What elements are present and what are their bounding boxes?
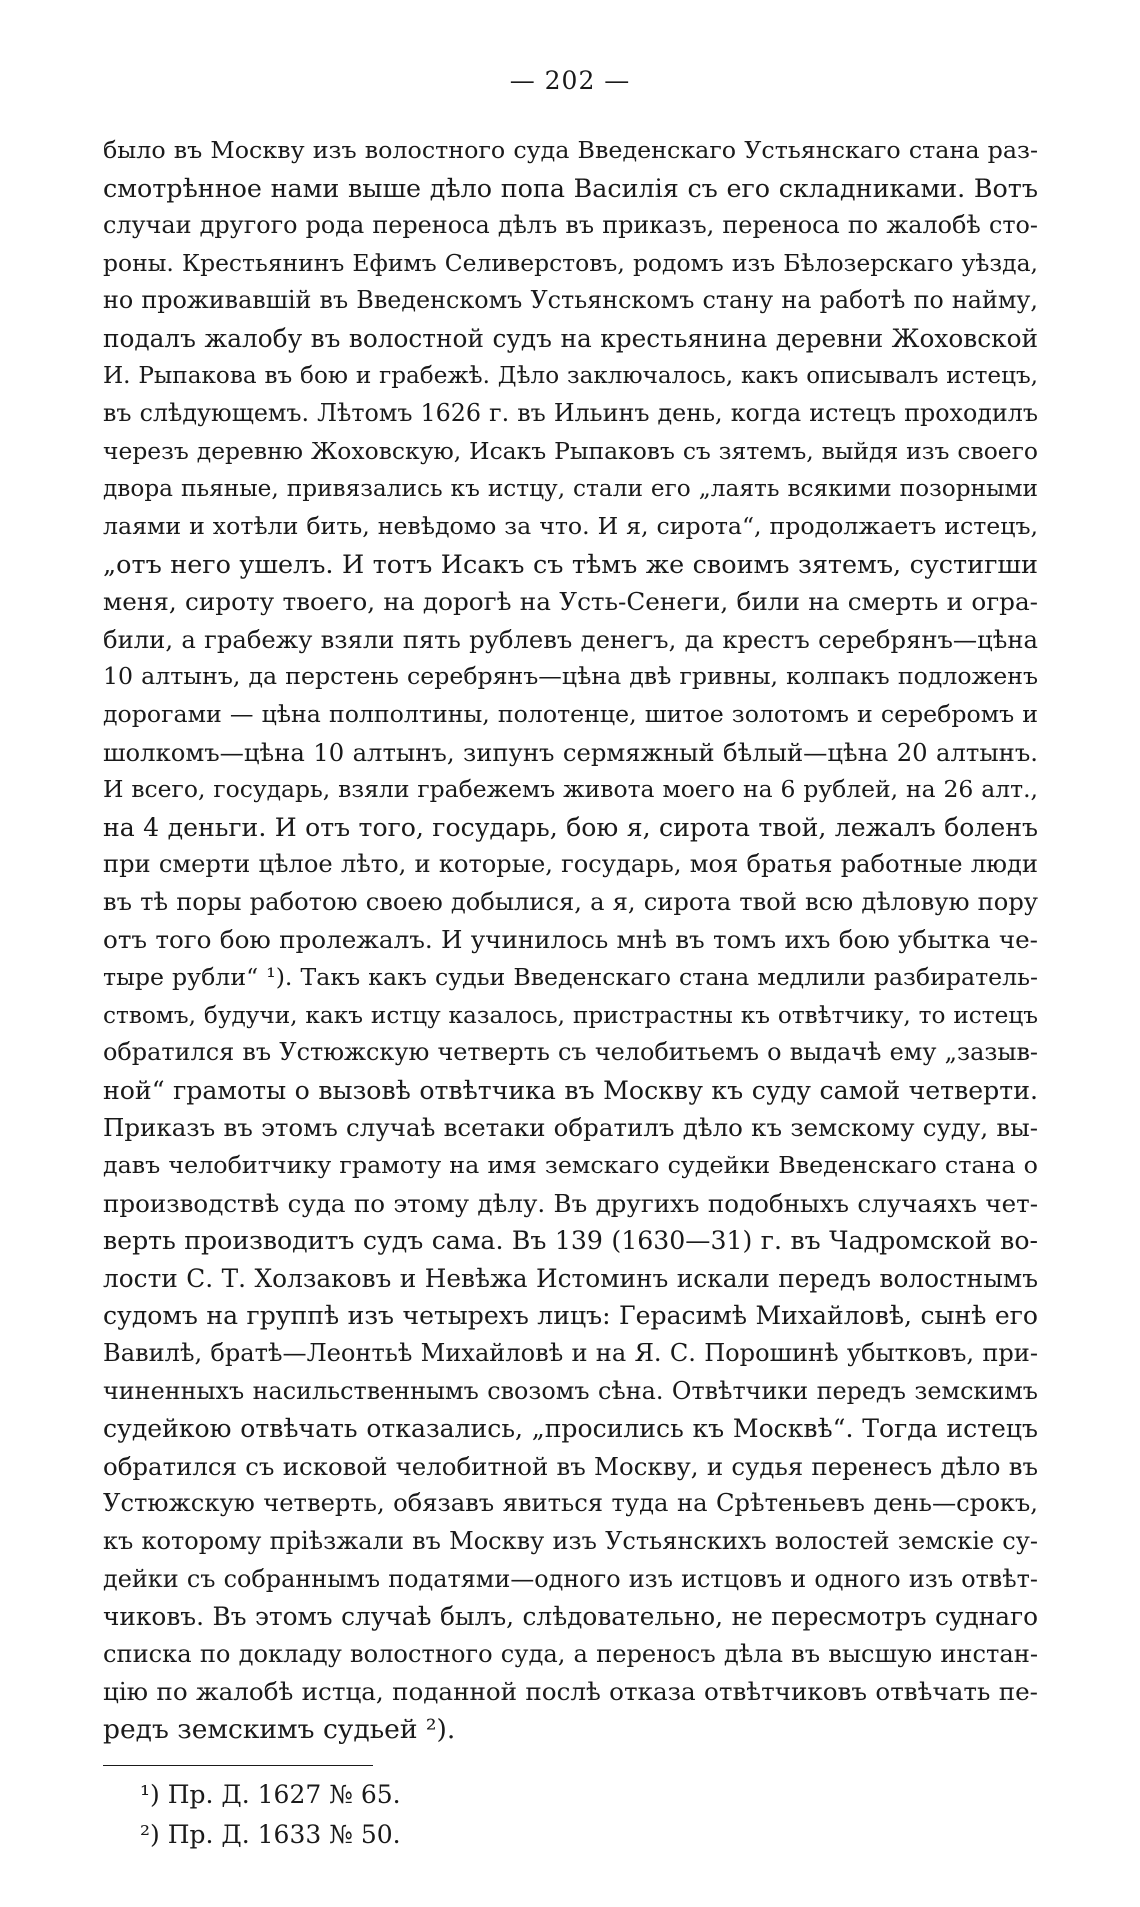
text-line: Приказъ въ этомъ случаѣ всетаки обратилъ дѣло къ земскому суду, вы- bbox=[103, 1113, 1038, 1143]
text-line: судейкою отвѣчать отказались, „просились къ Москвѣ“. Тогда истецъ bbox=[103, 1414, 1038, 1444]
text-line: верть производитъ судъ сама. Въ 139 (1630—31) г. въ Чадромской во- bbox=[103, 1226, 1038, 1256]
text-line: обратился въ Устюжскую четверть съ челобитьемъ о выдачѣ ему „зазыв- bbox=[103, 1038, 1038, 1067]
text-line: роны. Крестьянинъ Ефимъ Селиверстовъ, родомъ изъ Бѣлозерскаго уѣзда, bbox=[103, 248, 1038, 277]
text-line: ствомъ, будучи, какъ истцу казалось, пристрастны къ отвѣтчику, то истецъ bbox=[103, 1001, 1038, 1029]
text-line: двора пьяные, привязались къ истцу, стали его „лаять всякими позорными bbox=[103, 475, 1038, 503]
text-line: списка по докладу волостного суда, а переносъ дѣла въ высшую инстан- bbox=[103, 1639, 1038, 1668]
text-line: смотрѣнное нами выше дѣло попа Василія съ его складниками. Вотъ bbox=[103, 172, 1038, 203]
text-line: И. Рыпакова въ бою и грабежѣ. Дѣло заключалось, какъ описывалъ истецъ, bbox=[103, 362, 1038, 389]
text-line: редъ земскимъ судьей ²). bbox=[103, 1713, 456, 1745]
text-line: въ тѣ поры работою своею добылися, а я, сирота твой всю дѣловую пору bbox=[103, 887, 1038, 916]
text-line: давъ челобитчику грамоту на имя земскаго судейки Введенскаго стана о bbox=[103, 1151, 1038, 1180]
text-line: но проживавшій въ Введенскомъ Устьянскомъ стану на работѣ по найму, bbox=[103, 286, 1038, 315]
text-line: въ слѣдующемъ. Лѣтомъ 1626 г. въ Ильинъ день, когда истецъ проходилъ bbox=[103, 399, 1038, 428]
text-line: судомъ на группѣ изъ четырехъ лицъ: Герасимѣ Михайловѣ, сынѣ его bbox=[103, 1301, 1038, 1331]
text-line: дорогами — цѣна полполтины, полотенце, шитое золотомъ и серебромъ и bbox=[103, 699, 1038, 728]
text-line: били, а грабежу взяли пять рублевъ денегъ, да крестъ серебрянъ—цѣна bbox=[103, 624, 1038, 654]
footnote: ¹) Пр. Д. 1627 № 65. bbox=[140, 1780, 401, 1809]
text-line: дейки съ собраннымъ податями—одного изъ истцовъ и одного изъ отвѣт- bbox=[103, 1564, 1038, 1593]
text-line: чиненныхъ насильственнымъ свозомъ сѣна. Отвѣтчики передъ земскимъ bbox=[103, 1376, 1038, 1405]
text-line: было въ Москву изъ волостного суда Введенскаго Устьянскаго стана раз- bbox=[103, 136, 1038, 164]
text-line: при смерти цѣлое лѣто, и которые, государь, моя братья работные люди bbox=[103, 850, 1038, 879]
text-line: ной“ грамоты о вызовѣ отвѣтчика въ Москву къ суду самой четверти. bbox=[103, 1075, 1038, 1105]
text-line: производствѣ суда по этому дѣлу. Въ другихъ подобныхъ случаяхъ чет- bbox=[103, 1188, 1038, 1218]
text-line: чиковъ. Въ этомъ случаѣ былъ, слѣдовательно, не пересмотръ суднаго bbox=[103, 1602, 1038, 1632]
body-text bbox=[103, 132, 1038, 1749]
text-line: цію по жалобѣ истца, поданной послѣ отказа отвѣтчиковъ отвѣчать пе- bbox=[103, 1677, 1038, 1707]
text-line: черезъ деревню Жоховскую, Исакъ Рыпаковъ съ зятемъ, выйдя изъ своего bbox=[103, 436, 1038, 465]
footnote-divider bbox=[103, 1765, 373, 1766]
text-line: лаями и хотѣли бить, невѣдомо за что. И я, сирота“, продолжаетъ истецъ, bbox=[103, 511, 1038, 540]
text-line: И всего, государь, взяли грабежемъ живота моего на 6 рублей, на 26 алт., bbox=[103, 775, 1038, 804]
footnotes bbox=[140, 1775, 401, 1855]
text-line: 10 алтынъ, да перстень серебрянъ—цѣна двѣ гривны, колпакъ подложенъ bbox=[103, 662, 1038, 691]
text-line: шолкомъ—цѣна 10 алтынъ, зипунъ сермяжный бѣлый—цѣна 20 алтынъ. bbox=[103, 737, 1038, 767]
text-line: меня, сироту твоего, на дорогѣ на Усть-Сенеги, били на смерть и огра- bbox=[103, 587, 1038, 617]
text-line: отъ того бою пролежалъ. И учинилось мнѣ въ томъ ихъ бою убытка че- bbox=[103, 925, 1038, 955]
text-line: Устюжскую четверть, обязавъ явиться туда на Срѣтеньевъ день—срокъ, bbox=[103, 1489, 1038, 1518]
page-number: — 202 — bbox=[509, 66, 631, 95]
text-line: тыре рубли“ ¹). Такъ какъ судьи Введенскаго стана медлили разбиратель- bbox=[103, 963, 1038, 992]
text-line: на 4 деньги. И отъ того, государь, бою я, сирота твой, лежалъ боленъ bbox=[103, 812, 1038, 842]
footnote: ²) Пр. Д. 1633 № 50. bbox=[140, 1820, 401, 1849]
text-line: обратился съ исковой челобитной въ Москву, и судья перенесъ дѣло въ bbox=[103, 1451, 1038, 1481]
text-line: „отъ него ушелъ. И тотъ Исакъ съ тѣмъ же своимъ зятемъ, сустигши bbox=[103, 548, 1038, 579]
text-line: случаи другого рода переноса дѣлъ въ приказъ, переноса по жалобѣ сто- bbox=[103, 211, 1038, 240]
text-line: подалъ жалобу въ волостной судъ на крестьянина деревни Жоховской bbox=[103, 323, 1038, 353]
text-line: къ которому пріѣзжали въ Москву изъ Устьянскихъ волостей земскіе су- bbox=[103, 1526, 1038, 1555]
text-line: лости С. Т. Холзаковъ и Невѣжа Истоминъ искали передъ волостнымъ bbox=[103, 1263, 1038, 1293]
text-line: Вавилѣ, братѣ—Леонтьѣ Михайловѣ и на Я. С. Порошинѣ убытковъ, при- bbox=[103, 1339, 1038, 1367]
